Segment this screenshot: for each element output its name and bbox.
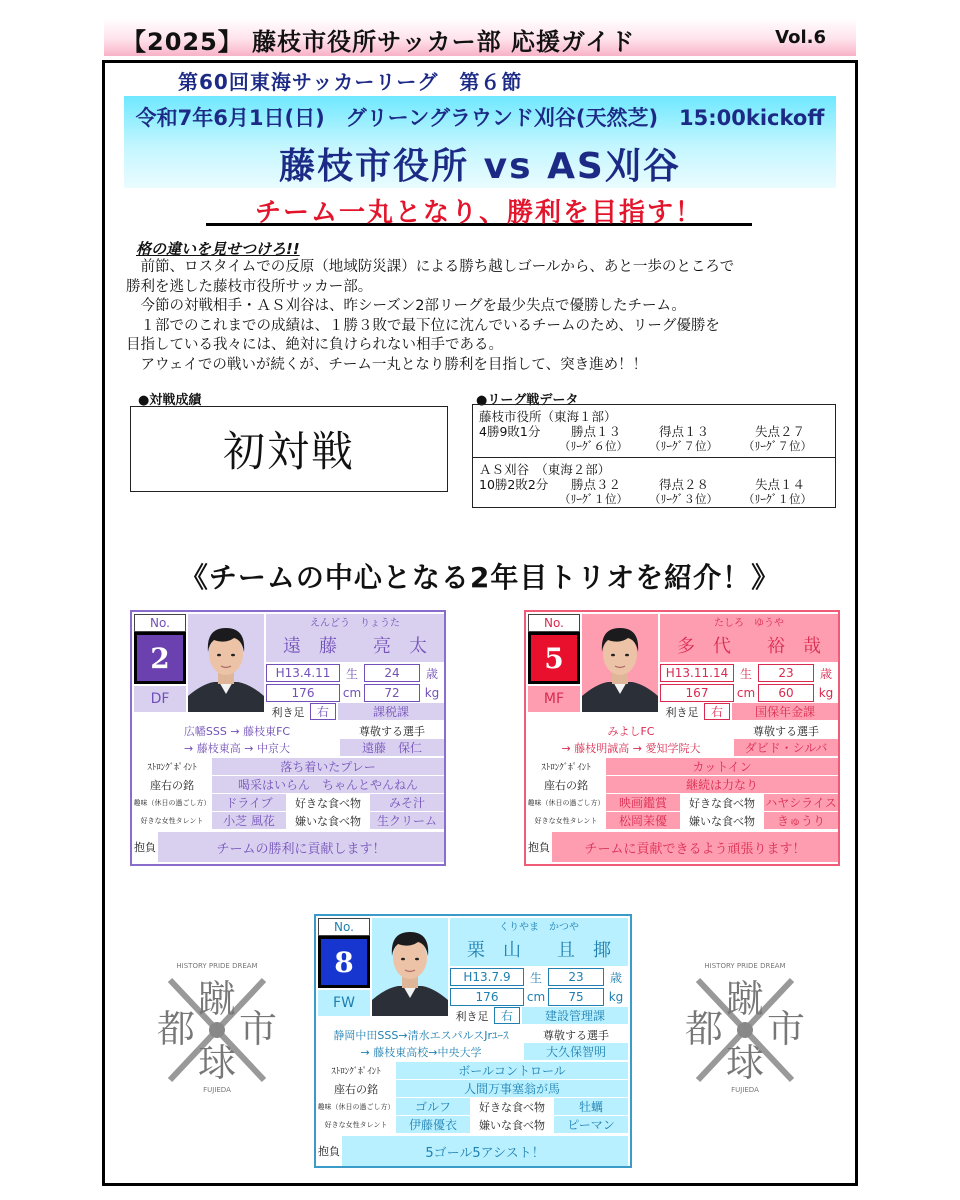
svg-text:球: 球 (197, 1041, 237, 1085)
talent-label: 好きな女性タレント (534, 816, 598, 825)
birth-date: H13.4.11 (266, 664, 340, 682)
career-line: 広幡SSS → 藤枝東FC (183, 724, 291, 738)
svg-text:蹴: 蹴 (725, 977, 765, 1021)
birth-suffix: 生 (739, 666, 752, 681)
team-goals-against: 失点１４ (755, 477, 806, 492)
strong-point: カットイン (606, 758, 838, 775)
food-dislike-label: 嫌いな食べ物 (295, 814, 361, 828)
department: 建設管理課 (522, 1007, 628, 1024)
player-name: 栗 山 且 揶 (450, 932, 628, 966)
weight: 72 (364, 684, 420, 702)
ambition-label: 抱負 (318, 1144, 340, 1158)
disliked-food: 生クリーム (370, 812, 444, 829)
svg-text:蹴: 蹴 (197, 977, 237, 1021)
motto-label: 座右の銘 (334, 1082, 378, 1096)
match-info-box (124, 96, 836, 188)
player-photo (188, 614, 264, 712)
team-goals-for: 得点１３ (659, 424, 710, 439)
respected-player: ダビド・シルバ (734, 739, 838, 756)
rank: （ﾘｰｸﾞ１位） (743, 492, 812, 506)
career-line: 静岡中田SSS→清水エスパルスJrﾕｰｽ (333, 1028, 509, 1042)
league-data-row (473, 457, 835, 509)
disliked-food: きゅうり (764, 812, 838, 829)
height: 176 (266, 684, 340, 702)
svg-text:市: 市 (766, 1007, 806, 1051)
team-name: 藤枝市役所（東海１部） (479, 409, 617, 424)
slogan: チーム一丸となり、勝利を目指す！ (206, 192, 752, 226)
record-box: 初対戦 (130, 406, 448, 492)
talent-label: 好きな女性タレント (140, 816, 204, 825)
weight: 75 (548, 988, 604, 1006)
foot-label: 利き足 (455, 1009, 489, 1023)
respected-player: 大久保智明 (524, 1043, 628, 1060)
cm-unit: cm (526, 990, 546, 1004)
team-record: 10勝2敗2分 (479, 477, 549, 492)
birth-suffix: 生 (529, 970, 542, 985)
team-goals-against: 失点２７ (755, 424, 806, 439)
dominant-foot: 右 (704, 703, 730, 720)
motto: 喝采はいらん ちゃんとやんねん (212, 776, 444, 793)
header-banner (104, 18, 856, 56)
hobby-label: 趣味（休日の過ごし方） (134, 798, 210, 807)
position-label: DF (134, 686, 186, 712)
respected-player: 遠藤 保仁 (340, 739, 444, 756)
strong-point: ボールコントロール (396, 1062, 628, 1079)
career-line: みよしFC (607, 724, 655, 738)
favorite-food: みそ汁 (370, 794, 444, 811)
rank: （ﾘｰｸﾞ７位） (743, 439, 812, 453)
career-line: → 藤枝東高 → 中京大 (184, 741, 290, 755)
volume-label: Vol.6 (775, 27, 826, 48)
favorite-talent: 小芝 風花 (212, 812, 286, 829)
height: 176 (450, 988, 524, 1006)
team-record: 4勝9敗1分 (479, 424, 541, 439)
player-card (314, 914, 632, 1168)
player-name: 多 代 裕 哉 (660, 628, 838, 662)
favorite-food: ハヤシライス (765, 796, 837, 810)
position-label: MF (528, 686, 580, 712)
motto-label: 座右の銘 (150, 778, 194, 792)
rank: （ﾘｰｸﾞ６位） (559, 439, 628, 453)
food-like-label: 好きな食べ物 (479, 1100, 545, 1114)
name-kana: くりやま かつや (450, 918, 628, 932)
article-line: 前節、ロスタイムでの反原（地域防災課）による勝ち越しゴールから、あと一歩のところで (126, 259, 735, 275)
league-data-table (472, 404, 836, 508)
name-kana: えんどう りょうた (266, 614, 444, 628)
club-emblem (152, 958, 282, 1098)
height: 167 (660, 684, 734, 702)
favorite-talent: 松岡茉優 (606, 812, 680, 829)
team-name: ＡＳ刈谷 （東海２部） (479, 462, 611, 477)
strong-point: 落ち着いたプレー (212, 758, 444, 775)
kg-unit: kg (424, 686, 440, 700)
favorite-food: 牡蠣 (554, 1098, 628, 1115)
player-card (130, 610, 446, 866)
match-teams: 藤枝市役所 vs AS刈谷 (279, 146, 681, 187)
team-points: 勝点１３ (571, 424, 622, 439)
department: 課税課 (338, 703, 444, 720)
ambition-label: 抱負 (134, 840, 156, 854)
talent-label: 好きな女性タレント (324, 1120, 388, 1129)
ambition: 5ゴール5アシスト！ (342, 1136, 628, 1166)
age: 23 (758, 664, 814, 682)
article-title: 格の違いを見せつけろ!! (136, 240, 300, 258)
hobby: 映画鑑賞 (606, 794, 680, 811)
ambition: チームに貢献できるよう頑張ります！ (552, 832, 838, 862)
food-dislike-label: 嫌いな食べ物 (689, 814, 755, 828)
league-title: 第60回東海サッカーリーグ 第６節 (178, 70, 523, 94)
hobby-label: 趣味（休日の過ごし方） (528, 798, 604, 807)
food-like-label: 好きな食べ物 (295, 796, 361, 810)
article-line: 勝利を逃した藤枝市役所サッカー部。 (126, 278, 373, 295)
league-data-label: ●リーグ戦データ (476, 393, 579, 408)
foot-label: 利き足 (665, 705, 699, 719)
svg-text:HISTORY PRIDE DREAM: HISTORY PRIDE DREAM (704, 962, 786, 970)
article-line: 今節の対戦相手・ＡＳ刈谷は、昨シーズン2部リーグを最少失点で優勝したチーム。 (126, 298, 686, 314)
kg-unit: kg (818, 686, 834, 700)
number-label: No. (134, 614, 186, 632)
number-label: No. (528, 614, 580, 632)
age-suffix: 歳 (609, 970, 622, 985)
career-line: → 藤枝明誠高 → 愛知学院大 (561, 741, 701, 755)
jersey-number: 5 (528, 632, 580, 684)
player-card (524, 610, 840, 866)
jersey-number: 8 (318, 936, 370, 988)
article-line: アウェイでの戦いが続くが、チーム一丸となり勝利を目指して、突き進め！！ (126, 356, 648, 373)
rank: （ﾘｰｸﾞ１位） (559, 492, 628, 506)
team-goals-for: 得点２８ (659, 477, 710, 492)
club-emblem (680, 958, 810, 1098)
name-kana: たしろ ゆうや (660, 614, 838, 628)
food-like-label: 好きな食べ物 (689, 796, 755, 810)
trio-heading: 《チームの中心となる2年目トリオを紹介！》 (179, 561, 781, 594)
hobby: ゴルフ (396, 1098, 470, 1115)
age-suffix: 歳 (819, 666, 832, 681)
svg-text:HISTORY PRIDE DREAM: HISTORY PRIDE DREAM (176, 962, 258, 970)
ambition-label: 抱負 (528, 840, 550, 854)
cm-unit: cm (736, 686, 756, 700)
player-photo (582, 614, 658, 712)
svg-text:都: 都 (684, 1007, 724, 1051)
rank: （ﾘｰｸﾞ７位） (649, 439, 718, 453)
career-line: → 藤枝東高校→中央大学 (360, 1045, 482, 1059)
number-label: No. (318, 918, 370, 936)
motto: 継続は力なり (606, 776, 838, 793)
birth-date: H13.7.9 (450, 968, 524, 986)
strong-label: ｽﾄﾛﾝｸﾞﾎﾟｲﾝﾄ (541, 763, 591, 773)
age-suffix: 歳 (425, 666, 438, 681)
svg-text:FUJIEDA: FUJIEDA (731, 1086, 759, 1094)
favorite-talent: 伊藤優衣 (396, 1116, 470, 1133)
position-label: FW (318, 990, 370, 1016)
motto: 人間万事塞翁が馬 (396, 1080, 628, 1097)
birth-date: H13.11.14 (660, 664, 734, 682)
cm-unit: cm (342, 686, 362, 700)
player-name: 遠 藤 亮 太 (266, 628, 444, 662)
svg-text:都: 都 (156, 1007, 196, 1051)
club-logo-left (152, 958, 282, 1098)
hobby-label: 趣味（休日の過ごし方） (318, 1102, 394, 1111)
ambition: チームの勝利に貢献します！ (158, 832, 444, 862)
rank: （ﾘｰｸﾞ３位） (649, 492, 718, 506)
dominant-foot: 右 (494, 1007, 520, 1024)
strong-label: ｽﾄﾛﾝｸﾞﾎﾟｲﾝﾄ (147, 763, 197, 773)
club-logo-right (680, 958, 810, 1098)
respect-label: 尊敬する選手 (543, 1028, 609, 1042)
record-label: ●対戦成績 (138, 393, 202, 408)
svg-text:FUJIEDA: FUJIEDA (203, 1086, 231, 1094)
food-dislike-label: 嫌いな食べ物 (479, 1118, 545, 1132)
team-points: 勝点３２ (571, 477, 622, 492)
kg-unit: kg (608, 990, 624, 1004)
match-date-venue: 令和7年6月1日(日) グリーングラウンド刈谷(天然芝) 15:00kickoff (135, 106, 825, 130)
hobby: ドライブ (212, 794, 286, 811)
respect-label: 尊敬する選手 (753, 724, 819, 738)
weight: 60 (758, 684, 814, 702)
svg-text:球: 球 (725, 1041, 765, 1085)
article-body (126, 258, 816, 375)
article-line: 目指している我々には、絶対に負けられない相手である。 (126, 337, 503, 353)
strong-label: ｽﾄﾛﾝｸﾞﾎﾟｲﾝﾄ (331, 1067, 381, 1077)
respect-label: 尊敬する選手 (359, 724, 425, 738)
department: 国保年金課 (732, 703, 838, 720)
league-data-row (473, 405, 835, 457)
dominant-foot: 右 (310, 703, 336, 720)
svg-text:市: 市 (238, 1007, 278, 1051)
motto-label: 座右の銘 (544, 778, 588, 792)
player-photo (372, 918, 448, 1016)
foot-label: 利き足 (271, 705, 305, 719)
jersey-number: 2 (134, 632, 186, 684)
age: 24 (364, 664, 420, 682)
article-line: １部でのこれまでの成績は、１勝３敗で最下位に沈んでいるチームのため、リーグ優勝を (126, 317, 720, 334)
disliked-food: ピーマン (554, 1116, 628, 1133)
birth-suffix: 生 (345, 666, 358, 681)
age: 23 (548, 968, 604, 986)
header-title: 【2025】 藤枝市役所サッカー部 応援ガイド (122, 28, 636, 56)
